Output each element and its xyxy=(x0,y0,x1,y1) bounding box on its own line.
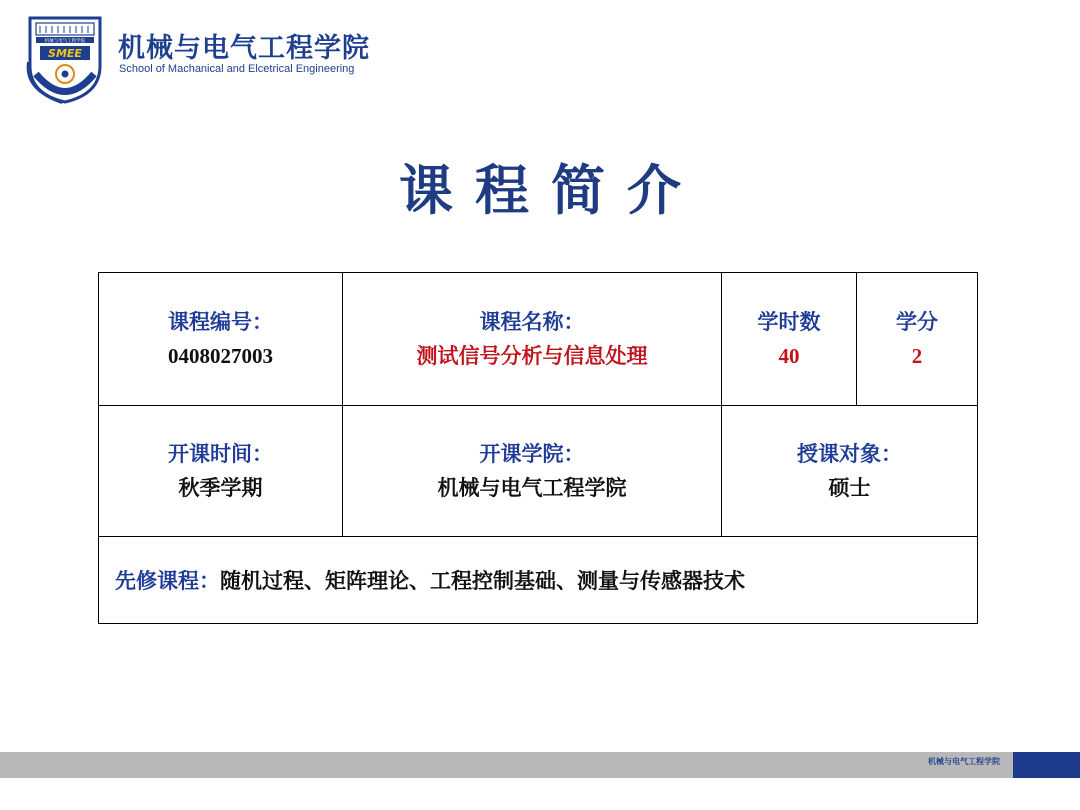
course-school-cell xyxy=(343,406,722,537)
course-prereq-cell xyxy=(99,537,978,624)
course-term-cell xyxy=(99,406,343,537)
course-hours-label: 学时数 xyxy=(757,310,821,334)
footer-institution-text: 机械与电气工程学院 xyxy=(928,757,1000,766)
course-school-label: 开课学院： xyxy=(479,442,585,466)
course-name-value: 测试信号分析与信息处理 xyxy=(416,344,648,368)
course-hours-value: 40 xyxy=(778,344,800,368)
course-term-value: 秋季学期 xyxy=(178,476,263,500)
course-term-label: 开课时间： xyxy=(168,442,273,466)
page-title: 课程简介 xyxy=(399,159,703,222)
school-logo-icon xyxy=(22,14,108,104)
course-hours-cell xyxy=(722,273,857,406)
institution-name-cn: 机械与电气工程学院 xyxy=(118,33,370,64)
course-audience-label: 授课对象： xyxy=(797,442,902,466)
course-name-label: 课程名称： xyxy=(479,310,585,334)
course-audience-cell xyxy=(722,406,978,537)
course-credits-value: 2 xyxy=(911,344,923,368)
course-code-label: 课程编号： xyxy=(168,310,273,334)
course-name-cell xyxy=(343,273,722,406)
logo-banner-text: 机械与电气工程学院 xyxy=(44,39,86,44)
course-school-value: 机械与电气工程学院 xyxy=(437,476,627,500)
institution-name-en: School of Machanical and Elcetrical Engineering xyxy=(119,63,355,75)
footer-bar xyxy=(0,752,1013,778)
table-row xyxy=(99,537,978,624)
course-prereq-value: 随机过程、矩阵理论、工程控制基础、测量与传感器技术 xyxy=(220,569,745,593)
logo-badge-text: SMEE xyxy=(48,47,82,60)
course-audience-value: 硕士 xyxy=(828,476,871,500)
course-credits-cell xyxy=(857,273,978,406)
table-row xyxy=(99,406,978,537)
course-code-cell xyxy=(99,273,343,406)
course-credits-label: 学分 xyxy=(896,310,938,334)
course-info-table xyxy=(98,272,978,624)
table-row xyxy=(99,273,978,406)
course-prereq-label: 先修课程： xyxy=(115,569,220,593)
footer-accent-block xyxy=(1013,752,1080,778)
course-code-value: 0408027003 xyxy=(168,344,273,368)
